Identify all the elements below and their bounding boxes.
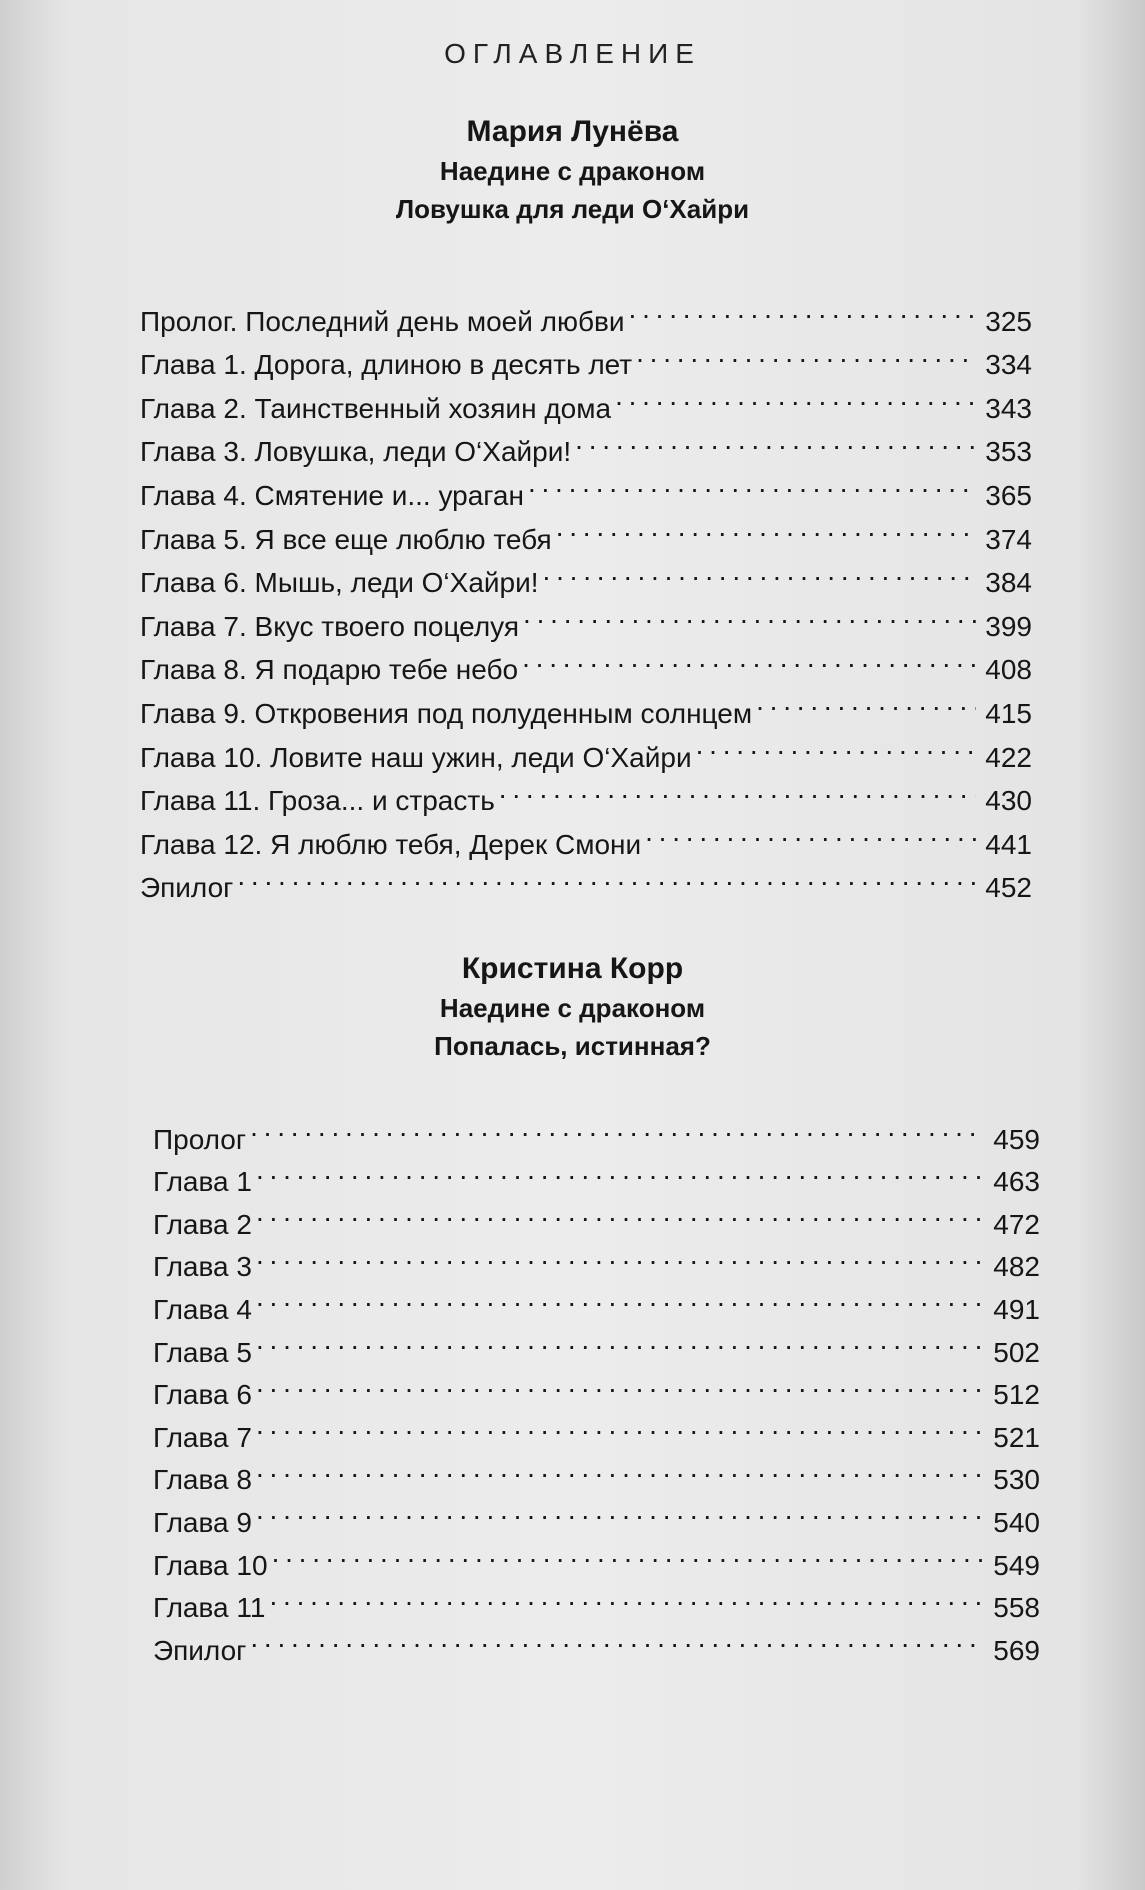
toc-entry-title: Глава 12. Я люблю тебя, Дерек Смони: [140, 828, 642, 860]
toc-entry: [153, 1617, 1040, 1666]
toc-entry-page: 353: [985, 436, 1032, 468]
dot-leader: [645, 810, 976, 854]
section-author: Кристина Корр: [461, 952, 684, 985]
dot-leader: [269, 1575, 984, 1618]
toc-entry-title: Глава 4. Смятение и... ураган: [140, 479, 524, 511]
dot-leader: [237, 854, 976, 898]
toc-entry-page: 502: [993, 1336, 1040, 1368]
section-book-title: Ловушка для леди О‘Хайри: [395, 194, 750, 224]
dot-leader: [528, 461, 976, 505]
toc-entry-page: 452: [985, 872, 1032, 904]
dot-leader: [696, 723, 976, 767]
dot-leader: [756, 679, 976, 723]
toc-entry: [153, 1575, 1040, 1624]
dot-leader: [575, 418, 976, 462]
toc-entry-page: 521: [993, 1421, 1040, 1453]
toc-entry-page: 463: [993, 1166, 1040, 1198]
toc-entry-page: 374: [985, 523, 1032, 555]
toc-entry-page: 325: [985, 305, 1032, 337]
toc-entry-title: Глава 2: [153, 1208, 252, 1240]
toc-entry-page: 408: [985, 654, 1032, 686]
dot-leader: [256, 1234, 984, 1277]
toc-entry: [140, 854, 1032, 904]
toc-entry: [153, 1447, 1040, 1496]
toc-entry: [153, 1191, 1040, 1240]
dot-leader: [250, 1106, 984, 1149]
toc-entry-title: Глава 1. Дорога, длиною в десять лет: [140, 349, 633, 381]
dot-leader: [636, 331, 976, 375]
toc-entry-title: Глава 6: [153, 1379, 252, 1411]
dot-leader: [256, 1319, 984, 1362]
toc-entry-title: Глава 11. Гроза... и страсть: [140, 785, 495, 817]
toc-entry-page: 441: [985, 828, 1032, 860]
toc-entry-page: 482: [993, 1251, 1040, 1283]
toc-entry-page: 384: [985, 567, 1032, 599]
toc-entry-title: Глава 10: [153, 1549, 268, 1581]
toc-entry-page: 540: [993, 1506, 1040, 1538]
toc-entry: [153, 1404, 1040, 1453]
toc-entry: [153, 1106, 1040, 1155]
toc-entry-title: Глава 9: [153, 1506, 252, 1538]
dot-leader: [272, 1532, 984, 1575]
toc-entry-title: Глава 10. Ловите наш ужин, леди О‘Хайри: [140, 741, 692, 773]
section-series: Наедине с драконом: [439, 156, 706, 186]
toc-entry-title: Глава 7. Вкус твоего поцелуя: [140, 610, 520, 642]
dot-leader: [629, 287, 976, 331]
dot-leader: [256, 1362, 984, 1405]
toc-entry: [153, 1532, 1040, 1581]
toc-entry-title: Глава 5. Я все еще люблю тебя: [140, 523, 552, 555]
dot-leader: [522, 636, 976, 680]
toc-entry-title: Глава 2. Таинственный хозяин дома: [140, 392, 612, 424]
toc-entry-page: 334: [985, 349, 1032, 381]
toc-entry-page: 472: [993, 1208, 1040, 1240]
toc-entry-title: Глава 7: [153, 1421, 252, 1453]
toc-entry-page: 530: [993, 1464, 1040, 1496]
toc-entry-page: 549: [993, 1549, 1040, 1581]
dot-leader: [499, 767, 976, 811]
toc-entry-title: Глава 6. Мышь, леди О‘Хайри!: [140, 567, 539, 599]
toc-entry-title: Эпилог: [140, 872, 234, 904]
toc-entry-title: Глава 8: [153, 1464, 252, 1496]
toc-entry-title: Глава 1: [153, 1166, 252, 1198]
dot-leader: [556, 505, 976, 549]
toc-entry-title: Эпилог: [153, 1634, 247, 1666]
table-of-contents: [140, 287, 1032, 904]
toc-entry: [153, 1362, 1040, 1411]
toc-entry-page: 558: [993, 1592, 1040, 1624]
dot-leader: [256, 1489, 984, 1532]
section-book-title: Попалась, истинная?: [434, 1031, 711, 1061]
section-header: [0, 112, 1145, 228]
toc-entry-title: Глава 8. Я подарю тебе небо: [140, 654, 519, 686]
toc-entry-page: 430: [985, 785, 1032, 817]
toc-entry-page: 491: [993, 1293, 1040, 1325]
toc-entry-title: Глава 3: [153, 1251, 252, 1283]
toc-entry: [153, 1149, 1040, 1198]
dot-leader: [256, 1149, 984, 1192]
toc-entry-page: 422: [985, 741, 1032, 773]
toc-entry: [153, 1319, 1040, 1368]
dot-leader: [615, 374, 976, 418]
section-series: Наедине с драконом: [439, 993, 706, 1023]
toc-entry: [153, 1276, 1040, 1325]
toc-entry-title: Глава 5: [153, 1336, 252, 1368]
toc-entry-page: 459: [993, 1123, 1040, 1155]
toc-entry-page: 399: [985, 610, 1032, 642]
dot-leader: [250, 1617, 984, 1660]
section-header: [0, 949, 1145, 1065]
toc-entry-page: 415: [985, 697, 1032, 729]
toc-entry-title: Пролог: [153, 1123, 247, 1155]
dot-leader: [256, 1447, 984, 1490]
dot-leader: [256, 1404, 984, 1447]
table-of-contents: [153, 1106, 1040, 1666]
toc-entry-title: Пролог. Последний день моей любви: [140, 305, 625, 337]
dot-leader: [523, 592, 976, 636]
dot-leader: [543, 549, 976, 593]
dot-leader: [256, 1276, 984, 1319]
toc-entry-title: Глава 9. Откровения под полуденным солнцем: [140, 697, 753, 729]
running-head: ОГЛАВЛЕНИЕ: [444, 38, 701, 69]
dot-leader: [256, 1191, 984, 1234]
toc-entry-page: 343: [985, 392, 1032, 424]
toc-entry: [153, 1489, 1040, 1538]
section-author: Мария Лунёва: [466, 115, 679, 148]
toc-entry: [140, 287, 1032, 337]
toc-entry-title: Глава 11: [153, 1592, 266, 1624]
toc-entry-title: Глава 4: [153, 1293, 252, 1325]
toc-entry-page: 512: [993, 1379, 1040, 1411]
toc-entry-title: Глава 3. Ловушка, леди О‘Хайри!: [140, 436, 572, 468]
toc-entry-page: 365: [985, 479, 1032, 511]
toc-entry: [153, 1234, 1040, 1283]
toc-entry-page: 569: [993, 1634, 1040, 1666]
